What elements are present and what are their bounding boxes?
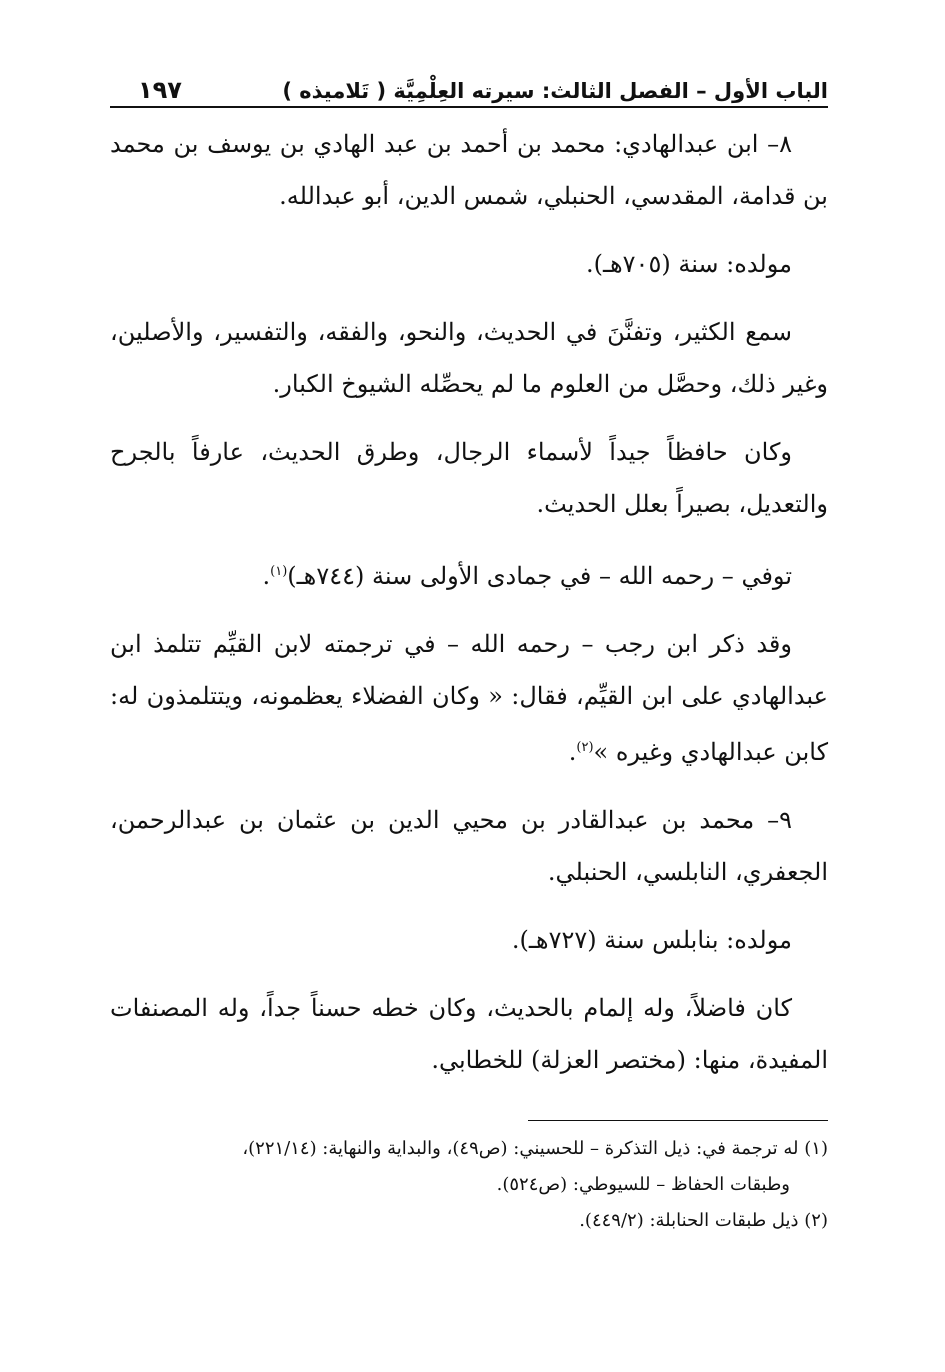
entry-8-death-text: توفي – رحمه الله – في جمادى الأولى سنة (٧٤٤هـ) (287, 562, 792, 590)
header-title: الباب الأول – الفصل الثالث: سيرته العِلْمِيَّة ( تَلاميذه ) (282, 79, 828, 103)
footnote-separator (528, 1120, 828, 1121)
footnote-1-line-1: (١) له ترجمة في: ذيل التذكرة – للحسيني: (ص٤٩)، والبداية والنهاية: (٢٢١/١٤)، (242, 1138, 828, 1159)
entry-8-birth: مولده: سنة (٧٠٥هـ). (585, 250, 792, 278)
running-header (110, 60, 828, 108)
entry-9-birth: مولده: بنابلس سنة (٧٢٧هـ). (511, 926, 792, 954)
entry-8-heading: ٨– ابن عبدالهادي: محمد بن أحمد بن عبد الهادي بن يوسف بن محمد بن قدامة، المقدسي، الحنبلي، شمس الدين، أبو عبدالله. (110, 130, 828, 210)
footnote-ref-2: (٢) (576, 740, 594, 755)
main-text (110, 118, 828, 1086)
entry-9-heading: ٩– محمد بن عبدالقادر بن محيي الدين بن عثمان بن عبدالرحمن، الجعفري، النابلسي، الحنبلي. (110, 806, 828, 886)
entry-8-death: توفي – رحمه الله – في جمادى الأولى سنة (٧٤٤هـ)$^{(١)}$. (262, 562, 792, 590)
footnote-ref-1: (١) (270, 564, 288, 579)
entry-9-description: كان فاضلاً، وله إلمام بالحديث، وكان خطه حسناً جداً، وله المصنفات المفيدة، منها: (مختصر العزلة) للخطابي. (110, 994, 828, 1074)
page-number: ١٩٧ (138, 76, 182, 104)
footnote-1-line-2: وطبقات الحفاظ – للسيوطي: (ص٥٢٤). (496, 1174, 790, 1195)
book-page (110, 60, 828, 1340)
entry-8-description: وكان حافظاً جيداً لأسماء الرجال، وطرق الحديث، عارفاً بالجرح والتعديل، بصيراً بعلل الحديث. (110, 438, 828, 518)
entry-8-ibn-rajab-quote: وقد ذكر ابن رجب – رحمه الله – في ترجمته لابن القيِّم تتلمذ ابن عبدالهادي على ابن القيِّم، فقال: « وكان الفضلاء يعظمونه، ويتتلمذون له: كابن عبدالهادي وغيره »$^{(٢)}$. (110, 630, 828, 766)
entry-8-quote-text: وقد ذكر ابن رجب – رحمه الله – في ترجمته لابن القيِّم تتلمذ ابن عبدالهادي على ابن القيِّم، فقال: « وكان الفضلاء يعظمونه، ويتتلمذون له: كابن عبدالهادي وغيره » (110, 630, 828, 766)
footnote-1 (110, 1131, 828, 1203)
footnote-2: (٢) ذيل طبقات الحنابلة: (٤٤٩/٢). (579, 1210, 828, 1231)
footnotes (110, 1131, 828, 1239)
entry-8-studies: سمع الكثير، وتفنَّنَ في الحديث، والنحو، والفقه، والتفسير، والأصلين، وغير ذلك، وحصَّل من العلوم ما لم يحصِّله الشيوخ الكبار. (110, 318, 828, 398)
